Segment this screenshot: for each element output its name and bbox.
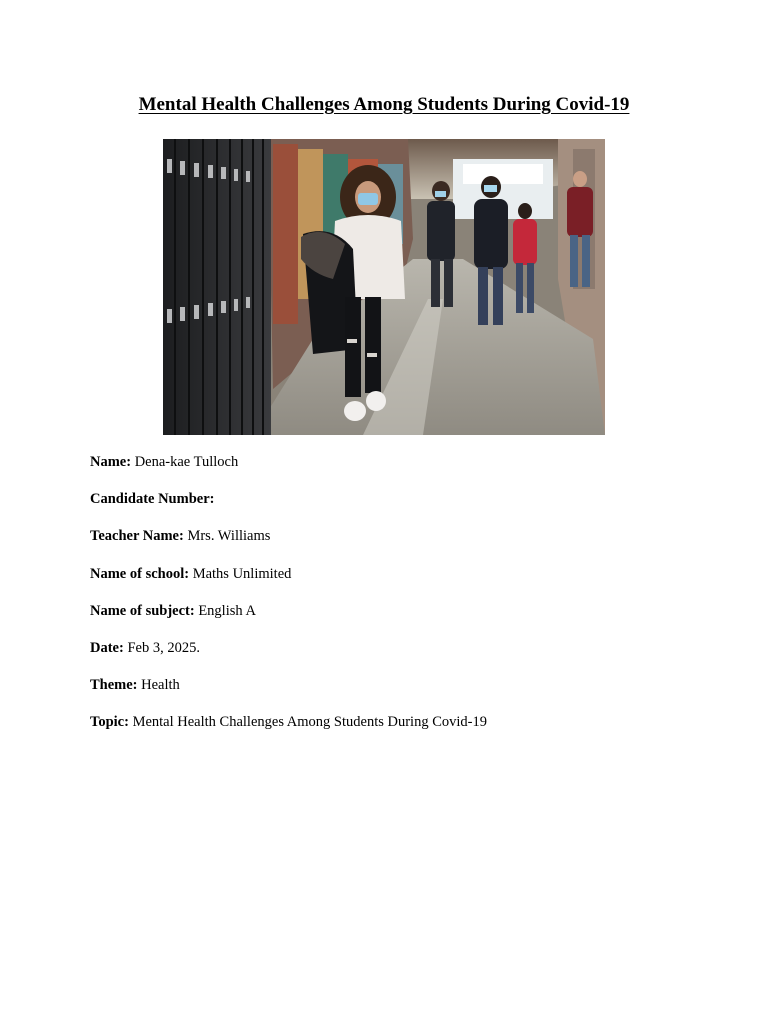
- field-school-name: [90, 564, 690, 584]
- info-fields: [90, 452, 690, 750]
- field-value: Feb 3, 2025.: [127, 639, 200, 656]
- page-title: Mental Health Challenges Among Students During Covid-19: [138, 94, 630, 115]
- cover-photo: [163, 139, 605, 435]
- field-subject-name: [90, 601, 690, 621]
- field-theme: [90, 675, 690, 695]
- field-label: Candidate Number:: [90, 491, 215, 508]
- field-label: Theme:: [90, 677, 138, 694]
- field-label: Name of school:: [90, 565, 190, 582]
- field-value: English A: [198, 602, 256, 619]
- field-name: [90, 452, 690, 472]
- field-label: Date:: [90, 639, 124, 656]
- field-value: Dena-kae Tulloch: [134, 454, 239, 470]
- field-label: Name of subject:: [90, 602, 195, 619]
- field-label: Name:: [90, 454, 132, 470]
- field-value: Mrs. Williams: [187, 528, 271, 545]
- field-date: [90, 638, 690, 658]
- field-value: Mental Health Challenges Among Students During Covid-19: [132, 714, 487, 731]
- field-topic: [90, 712, 690, 732]
- field-candidate-number: [90, 489, 690, 509]
- field-label: Topic:: [90, 714, 129, 731]
- field-label: Teacher Name:: [90, 528, 184, 545]
- field-value: Health: [141, 677, 180, 694]
- field-value: Maths Unlimited: [192, 565, 292, 582]
- field-teacher-name: [90, 526, 690, 546]
